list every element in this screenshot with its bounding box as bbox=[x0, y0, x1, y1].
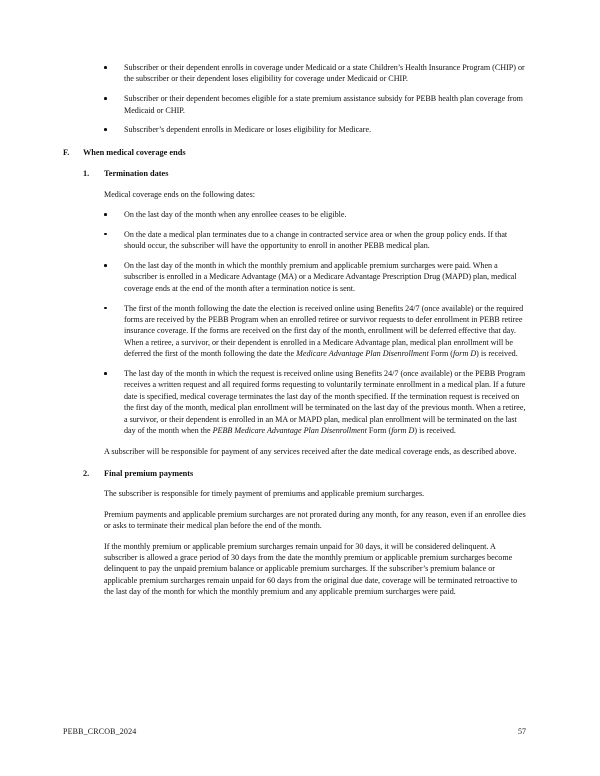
list-item-text: Subscriber or their dependent becomes eligible for a state premium assistance subsidy for PEBB health plan coverage from Medicaid or CHIP. bbox=[124, 94, 523, 115]
section-title: When medical coverage ends bbox=[83, 147, 186, 157]
subsection-title: Final premium payments bbox=[104, 468, 194, 478]
bullet-dot-icon bbox=[104, 307, 107, 310]
list-item-text: Subscriber’s dependent enrolls in Medicare or loses eligibility for Medicare. bbox=[124, 125, 372, 135]
bullet-dot-icon bbox=[104, 128, 107, 131]
final-premium-paragraph-3-wrapper bbox=[104, 541, 526, 598]
bullet-dot-icon bbox=[104, 264, 107, 267]
footer-page-number: 57 bbox=[518, 727, 526, 736]
section-label: F. bbox=[63, 147, 70, 157]
bullet-dot-icon bbox=[104, 97, 107, 100]
termination-closing-paragraph: A subscriber will be responsible for payment of any services received after the date medical coverage ends, as described above. bbox=[104, 446, 517, 456]
bullet-dot-icon bbox=[104, 66, 107, 69]
subsection-heading-1 bbox=[83, 168, 526, 179]
list-item bbox=[104, 229, 526, 252]
italic-form-title: form D bbox=[453, 349, 477, 359]
subsection-label: 2. bbox=[83, 468, 90, 478]
italic-form-title: PEBB Medicare Advantage Plan Disenrollment bbox=[212, 426, 367, 436]
list-item-text: The first of the month following the date the election is received online using Benefits 24/7 (once available) or the required forms are received by the PEBB Program when an enrolled retiree or survivor requests to defer enrollment in PEBB retiree insurance coverage. If the forms are received on the first day of the month, enrollment will be deferred effective that day. When a retiree, a survivor, or their dependent is enrolled in a Medicare Advantage plan, medical plan enrollment will be deferred the first of the month following the date the Medicare Advantage Plan Disenrollment Form (form D) is received. bbox=[124, 303, 524, 359]
final-premium-paragraph: If the monthly premium or applicable premium surcharges remain unpaid for 30 days, it will be considered delinquent. A subscriber is allowed a grace period of 30 days from the date the monthly premium or applicable premium surcharges become delinquent to pay the unpaid premium balance or applicable premium surcharges. If the subscriber’s premium balance or applicable premium surcharges remain unpaid for 60 days from the original due date, coverage will be terminated retroactive to the last day of the month for which the monthly premium and any applicable premium surcharges were paid. bbox=[104, 541, 518, 597]
italic-form-title: Medicare Advantage Plan Disenrollment bbox=[296, 349, 429, 359]
section-heading-f bbox=[63, 147, 526, 158]
page-content bbox=[63, 62, 526, 598]
subsection-heading-2 bbox=[83, 468, 526, 479]
termination-intro: Medical coverage ends on the following dates: bbox=[104, 189, 256, 199]
page-footer bbox=[63, 726, 526, 737]
bullet-dot-icon bbox=[104, 372, 107, 375]
termination-closing-wrapper bbox=[104, 446, 526, 457]
list-item bbox=[104, 62, 526, 85]
list-item-text: On the last day of the month when any enrollee ceases to be eligible. bbox=[124, 210, 347, 220]
carryover-bullet-list bbox=[104, 62, 526, 136]
final-premium-paragraph-2-wrapper bbox=[104, 509, 526, 532]
list-item-text: On the last day of the month in which the monthly premium and applicable premium surcharges were paid. When a subscriber is enrolled in a Medicare Advantage (MA) or a Medicare Advantage Prescription Drug (MAPD) plan, medical coverage ends at the end of the month after a termination notice is sent. bbox=[124, 261, 517, 293]
list-item bbox=[104, 209, 526, 220]
final-premium-paragraph: The subscriber is responsible for timely payment of premiums and applicable premium surcharges. bbox=[104, 489, 425, 499]
italic-form-title: form D bbox=[391, 426, 415, 436]
termination-intro-wrapper bbox=[104, 189, 526, 200]
list-item bbox=[104, 93, 526, 116]
list-item bbox=[104, 260, 526, 294]
list-item bbox=[104, 368, 526, 436]
bullet-dot-icon bbox=[104, 213, 107, 216]
list-item-text: On the date a medical plan terminates due to a change in contracted service area or when the group policy ends. If that should occur, the subscriber will have the opportunity to enroll in another PEBB medical plan. bbox=[124, 229, 508, 251]
subsection-title: Termination dates bbox=[104, 169, 169, 179]
list-item-text: The last day of the month in which the request is received online using Benefits 24/7 (once available) or the PEBB Program receives a written request and all required forms requesting to voluntarily terminate enrollment in a medical plan. If a future date is specified, medical coverage terminates the last day of the month specified. If the termination request is received on the first day of the month, medical plan enrollment will be terminated on the last day of the previous month. When a retiree, a survivor, or their dependent is enrolled in an MA or MAPD plan, medical plan enrollment will be terminated on the last day of the month when the PEBB Medicare Advantage Plan Disenrollment Form (form D) is received. bbox=[124, 369, 526, 436]
list-item bbox=[104, 124, 526, 135]
footer-document-id: PEBB_CRCOB_2024 bbox=[63, 727, 137, 736]
subsection-label: 1. bbox=[83, 169, 90, 179]
list-item-text: Subscriber or their dependent enrolls in coverage under Medicaid or a state Children’s Health Insurance Program (CHIP) or the subscriber or their dependent loses eligibility for coverage under Medicaid or CHIP. bbox=[124, 63, 525, 84]
final-premium-paragraph: Premium payments and applicable premium surcharges are not prorated during any month, for any reason, even if an enrollee dies or asks to terminate their medical plan before the end of the month. bbox=[104, 509, 526, 531]
final-premium-paragraph-1-wrapper bbox=[104, 488, 526, 499]
termination-bullet-list bbox=[104, 209, 526, 436]
list-item bbox=[104, 303, 526, 360]
